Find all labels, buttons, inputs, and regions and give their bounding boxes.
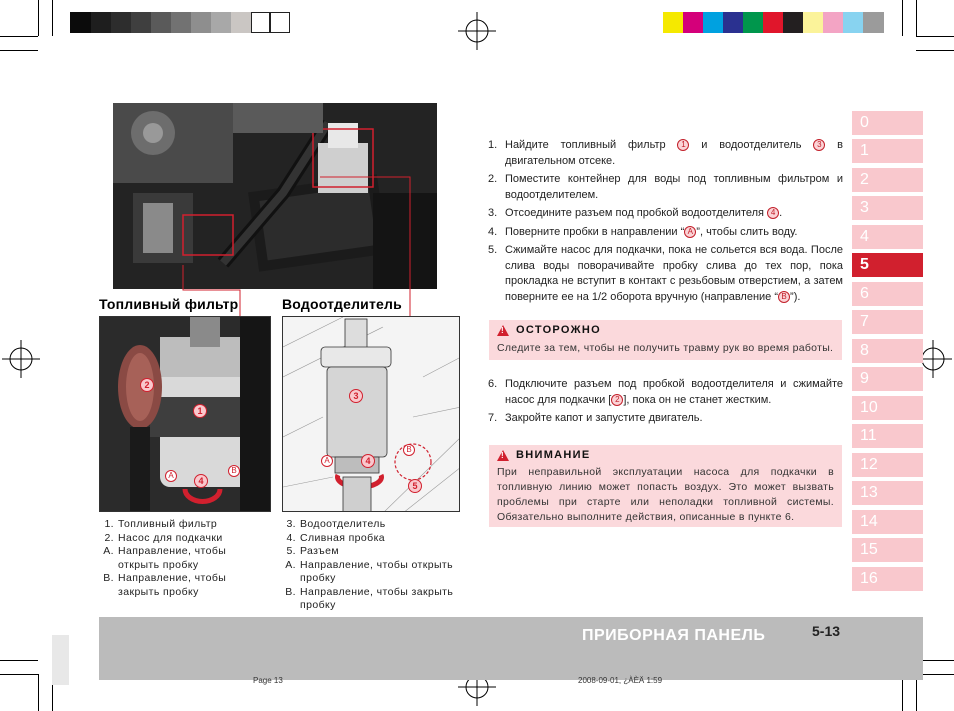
chapter-tab-5[interactable]: 5 (852, 253, 923, 277)
gray-swatch (251, 12, 270, 33)
chapter-tab-4[interactable]: 4 (852, 225, 923, 249)
crop-mark (38, 674, 39, 711)
gray-swatch (151, 12, 172, 33)
crop-mark (916, 50, 954, 51)
callout-b: B (228, 465, 240, 477)
crop-mark (916, 0, 917, 36)
section-title: ПРИБОРНАЯ ПАНЕЛЬ (582, 627, 766, 644)
leader-lines (180, 150, 420, 320)
steps-list-2 (488, 377, 843, 430)
legend-item: B. Направление, чтобы закрыть пробку (103, 572, 227, 598)
step-item: 6. Подключите разъем под пробкой водоотделителя и сжимайте насос для подкачки [ 2 ], пока он не станет жестким. (488, 378, 843, 406)
page-number: 5-13 (812, 623, 841, 639)
caption-water-separator: Водоотделитель (282, 296, 402, 312)
step-item: 1. Найдите топливный фильтр 1 и водоотделитель 3 в двигательном отсеке. (488, 139, 843, 167)
gray-swatch (270, 12, 290, 33)
step-item: 3. Отсоедините разъем под пробкой водоотделителя 4 . (488, 207, 783, 219)
print-slug-page: Page 13 (253, 676, 283, 685)
color-swatch (803, 12, 824, 33)
circled-number: 2 (611, 394, 623, 406)
steps-list-1 (488, 138, 843, 308)
chapter-tab-6[interactable]: 6 (852, 282, 923, 306)
water-separator-drawing (282, 316, 460, 512)
crop-mark (902, 0, 903, 36)
color-swatch (783, 12, 804, 33)
legend-item: A. Направление, чтобы открыть пробку (285, 558, 453, 584)
legend-right (284, 518, 460, 613)
color-swatch (743, 12, 764, 33)
gray-swatch (91, 12, 112, 33)
callout-4: 4 (194, 474, 208, 488)
callout-3: 3 (349, 389, 363, 403)
chapter-tab-13[interactable]: 13 (852, 481, 923, 505)
circled-letter: B (778, 291, 790, 303)
color-swatch (723, 12, 744, 33)
legend-item: 1. Топливный фильтр (104, 518, 218, 530)
crop-mark (38, 0, 39, 36)
color-swatch (823, 12, 844, 33)
registration-mark-top (458, 12, 496, 50)
crop-mark (0, 50, 38, 51)
callout-a2: A (321, 455, 333, 467)
legend-item: 5. Разъем (286, 545, 339, 557)
legend-item: A. Направление, чтобы открыть пробку (103, 545, 227, 571)
chapter-tab-10[interactable]: 10 (852, 396, 923, 420)
warning-text: Следите за тем, чтобы не получить травму рук во время работы. (497, 342, 834, 354)
color-swatch (703, 12, 724, 33)
attention-box (489, 445, 842, 527)
gray-swatch (191, 12, 212, 33)
legend-item: B. Направление, чтобы закрыть пробку (285, 585, 454, 611)
legend-item: 4. Сливная пробка (286, 531, 386, 544)
legend-left (102, 518, 262, 599)
gray-swatch (171, 12, 192, 33)
chapter-tab-1[interactable]: 1 (852, 139, 923, 163)
chapter-tab-9[interactable]: 9 (852, 367, 923, 391)
warning-box (489, 320, 842, 360)
callout-5: 5 (408, 479, 422, 493)
legend-item: 3. Водоотделитель (286, 518, 386, 530)
gray-swatch (131, 12, 152, 33)
legend-item: 2. Насос для подкачки (104, 531, 223, 544)
chapter-tab-15[interactable]: 15 (852, 538, 923, 562)
caption-fuel-filter: Топливный фильтр (99, 296, 239, 312)
crop-mark (0, 660, 38, 661)
circled-number: 4 (767, 207, 779, 219)
step-item: 4. Поверните пробки в направлении “ A ”, чтобы слить воду. (488, 225, 798, 238)
callout-4b: 4 (361, 454, 375, 468)
gray-swatch (231, 12, 252, 33)
circled-number: 3 (813, 139, 825, 151)
step-item: 5. Сжимайте насос для подкачки, пока не сольется вся вода. После слива воды поворачивайте пробку слива до тех пор, пока прокладка не вступит в контакт с резьбовым отверстием, а затем поверните ее на 1/2 оборота вручную (направление “ B ”). (488, 244, 843, 303)
chapter-tab-14[interactable]: 14 (852, 510, 923, 534)
crop-mark (0, 674, 38, 675)
gray-swatch (70, 12, 91, 33)
footer-bar (99, 617, 923, 680)
gray-swatch (111, 12, 132, 33)
chapter-tab-12[interactable]: 12 (852, 453, 923, 477)
warning-header: ! ОСТОРОЖНО (489, 320, 619, 340)
registration-mark-left (2, 340, 40, 378)
chapter-tab-0[interactable]: 0 (852, 111, 923, 135)
gray-swatch (211, 12, 232, 33)
chapter-tab-2[interactable]: 2 (852, 168, 923, 192)
warning-icon (497, 325, 509, 336)
color-swatch (843, 12, 864, 33)
step-item: 7. Закройте капот и запустите двигатель. (488, 412, 703, 424)
callout-2: 2 (140, 378, 154, 392)
crop-mark (0, 36, 38, 37)
crop-mark (52, 0, 53, 36)
color-swatch (763, 12, 784, 33)
warning-icon (497, 450, 509, 461)
circled-letter: A (684, 226, 696, 238)
color-swatch (863, 12, 884, 33)
attention-text: При неправильной эксплуатации насоса для подкачки в топливную линию может попасть воздух. Это может вызвать проблемы при старте или неполадки топливной системы. Обязательно выполните действия, описанные в пункте 6. (497, 466, 834, 523)
chapter-tab-8[interactable]: 8 (852, 339, 923, 363)
fuel-filter-photo (99, 316, 271, 512)
callout-1: 1 (193, 404, 207, 418)
chapter-tab-7[interactable]: 7 (852, 310, 923, 334)
chapter-tab-16[interactable]: 16 (852, 567, 923, 591)
callout-b2: B (403, 444, 415, 456)
crop-mark (916, 36, 954, 37)
chapter-tab-3[interactable]: 3 (852, 196, 923, 220)
print-slug-date: 2008-09-01, ¿ÀÈÄ 1:59 (578, 676, 663, 685)
circled-number: 1 (677, 139, 689, 151)
chapter-tab-11[interactable]: 11 (852, 424, 923, 448)
callout-a: A (165, 470, 177, 482)
side-strip (52, 635, 69, 685)
color-swatch (663, 12, 684, 33)
color-swatch (683, 12, 704, 33)
step-item: 2. Поместите контейнер для воды под топливным фильтром и водоотделителем. (488, 173, 843, 201)
attention-header: ! ВНИМАНИЕ (489, 445, 619, 465)
